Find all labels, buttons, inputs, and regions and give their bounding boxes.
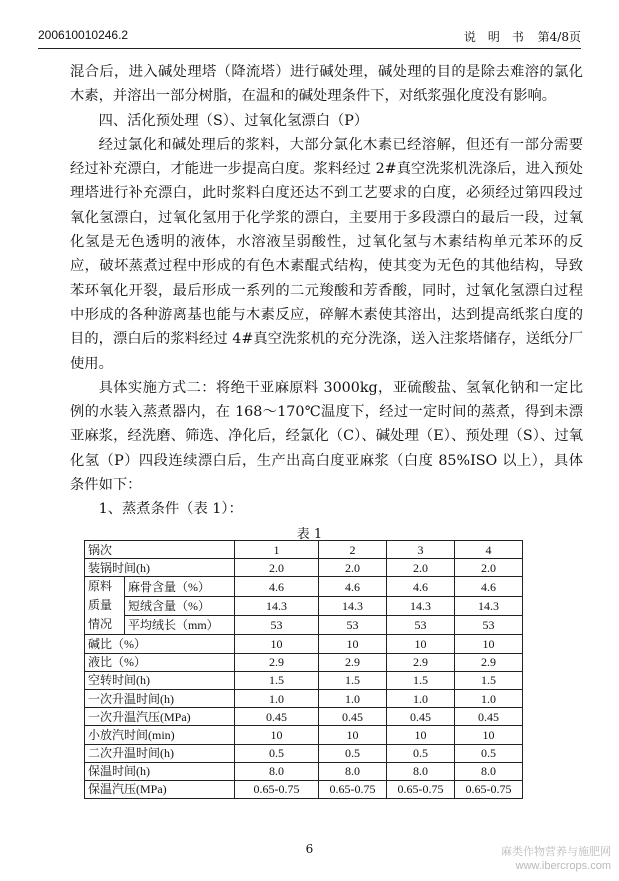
table-cell: 10 <box>235 726 319 744</box>
table-cell: 1.0 <box>319 689 387 707</box>
table-row <box>85 635 523 653</box>
table-cell: 4.6 <box>235 577 319 596</box>
table-cell: 53 <box>235 616 319 635</box>
table-cell: 53 <box>387 616 455 635</box>
table-cell: 53 <box>455 616 523 635</box>
table-cell: 4.6 <box>455 577 523 596</box>
group-label-line: 质量 <box>88 598 113 613</box>
table-cell: 2.9 <box>387 653 455 671</box>
table-cell: 10 <box>455 635 523 653</box>
row-label: 液比（%） <box>85 653 235 671</box>
table-cell: 2.0 <box>455 559 523 577</box>
table-row <box>85 762 523 780</box>
table-cell: 14.3 <box>319 596 387 615</box>
table-cell: 1.5 <box>319 671 387 689</box>
table-cell: 2.9 <box>319 653 387 671</box>
table-cell: 10 <box>455 726 523 744</box>
table-row <box>85 744 523 762</box>
table-cell: 8.0 <box>455 762 523 780</box>
table-caption: 表 1 <box>296 527 323 542</box>
table-cell: 8.0 <box>235 762 319 780</box>
table-cell: 0.65-0.75 <box>387 780 455 798</box>
table-row <box>85 780 523 798</box>
header-label: 说 明 书 <box>463 30 524 44</box>
table-cell: 2.9 <box>235 653 319 671</box>
row-label: 保温时间(h) <box>85 762 235 780</box>
table-cell: 1.0 <box>387 689 455 707</box>
table-cell: 53 <box>319 616 387 635</box>
table-row <box>85 577 523 596</box>
header-page: 第4/8页 <box>537 30 581 44</box>
table-cell: 1.5 <box>235 671 319 689</box>
row-label: 一次升温汽压(MPa) <box>85 708 235 726</box>
table-row <box>85 653 523 671</box>
row-label: 碱比（%） <box>85 635 235 653</box>
row-label: 短绒含量（%） <box>125 596 235 615</box>
watermark <box>501 845 611 873</box>
table-row <box>85 671 523 689</box>
table-cell: 1.0 <box>235 689 319 707</box>
table-cell: 1.0 <box>455 689 523 707</box>
table-cell: 0.65-0.75 <box>319 780 387 798</box>
table-cell: 0.45 <box>387 708 455 726</box>
table-cell: 10 <box>235 635 319 653</box>
row-label: 麻骨含量（%） <box>125 577 235 596</box>
group-label-raw-material <box>85 577 125 635</box>
table-cell: 2.9 <box>455 653 523 671</box>
table-cell: 14.3 <box>387 596 455 615</box>
table-row <box>85 708 523 726</box>
page-header <box>38 26 581 49</box>
table-header-cell: 锅次 <box>85 541 235 559</box>
row-label: 装锅时间(h) <box>85 559 235 577</box>
table-header-cell: 1 <box>235 541 319 559</box>
table-cell: 10 <box>387 726 455 744</box>
table-cell: 2.0 <box>235 559 319 577</box>
paragraph-bleaching: 经过氯化和碱处理后的浆料，大部分氯化木素已经溶解，但还有一部分需要经过补充漂白，才能进一步提高白度。浆料经过 2#真空洗浆机洗涤后，进入预处理塔进行补充漂白，此时浆料白度还达不到工艺要求的白度，必须经过第四段过氧化氢漂白，过氧化氢用于化学浆的漂白，主要用于多段漂白的最后一段，过氧化氢是无色透明的液体，水溶液呈弱酸性，过氧化氢与木素结构单元苯环的反应，破坏蒸煮过程中形成的有色木素醌式结构，使其变为无色的其他结构，导致苯环氧化开裂，最后形成一系列的二元羧酸和芳香酸，同时，过氧化氢漂白过程中形成的各种游离基也能与木素反应，碎解木素使其溶出，达到提高纸浆白度的目的，漂白后的浆料经过 4#真空洗浆机的充分洗涤，送入注浆塔储存，送纸分厂使用。 <box>70 136 583 372</box>
watermark-url: www.ibercrops.com <box>515 860 611 872</box>
table-cell: 0.45 <box>319 708 387 726</box>
table-row <box>85 689 523 707</box>
table-cell: 4.6 <box>319 577 387 596</box>
table-row <box>85 596 523 615</box>
table-cell: 10 <box>319 726 387 744</box>
page-number: 6 <box>305 842 314 856</box>
group-label-line: 原料 <box>88 579 113 594</box>
table-cell: 0.5 <box>387 744 455 762</box>
table-cell: 1.5 <box>387 671 455 689</box>
watermark-site-name: 麻类作物营养与施肥网 <box>501 846 611 858</box>
table-header-cell: 4 <box>455 541 523 559</box>
table-cell: 2.0 <box>387 559 455 577</box>
paragraph-continuation: 混合后，进入碱处理塔（降流塔）进行碱处理，碱处理的目的是除去难溶的氯化木素，并溶出一部分树脂，在温和的碱处理条件下，对纸浆强化度没有影响。 <box>70 64 583 105</box>
table-cell: 8.0 <box>319 762 387 780</box>
table-cell: 0.45 <box>455 708 523 726</box>
row-label: 二次升温时间(h) <box>85 744 235 762</box>
row-label: 保温汽压(MPa) <box>85 780 235 798</box>
table-header-cell: 3 <box>387 541 455 559</box>
header-right <box>454 28 581 45</box>
cooking-conditions-table <box>84 540 523 799</box>
table-cell: 0.65-0.75 <box>235 780 319 798</box>
table-cell: 4.6 <box>387 577 455 596</box>
table-cell: 10 <box>319 635 387 653</box>
row-label: 小放汽时间(min) <box>85 726 235 744</box>
table-cell: 0.5 <box>455 744 523 762</box>
table-cell: 14.3 <box>235 596 319 615</box>
document-id: 200610010246.2 <box>38 28 129 42</box>
table-row <box>85 616 523 635</box>
paragraph-embodiment-2: 具体实施方式二：将绝干亚麻原料 3000kg，亚硫酸盐、氢氧化钠和一定比例的水装入蒸煮器内，在 168～170℃温度下，经过一定时间的蒸煮，得到未漂亚麻浆，经洗磨、筛选、净化后，经氯化（C）、碱处理（E）、预处理（S）、过氧化氢（P）四段连续漂白后，生产出高白度亚麻浆（白度 85%ISO 以上），具体条件如下： <box>70 379 583 494</box>
table-cell: 0.65-0.75 <box>455 780 523 798</box>
table-cell: 2.0 <box>319 559 387 577</box>
table-cell: 1.5 <box>455 671 523 689</box>
table-cell: 10 <box>387 635 455 653</box>
table-cell: 8.0 <box>387 762 455 780</box>
table-cell: 14.3 <box>455 596 523 615</box>
section-heading-4: 四、活化预处理（S）、过氧化氢漂白（P） <box>98 112 369 129</box>
table-header-cell: 2 <box>319 541 387 559</box>
row-label: 一次升温时间(h) <box>85 689 235 707</box>
group-label-line: 情况 <box>88 617 113 632</box>
table-cell: 0.5 <box>235 744 319 762</box>
row-label: 平均绒长（mm） <box>125 616 235 635</box>
row-label: 空转时间(h) <box>85 671 235 689</box>
table-cell: 0.5 <box>319 744 387 762</box>
table-header-row <box>85 541 523 559</box>
table-row <box>85 726 523 744</box>
body-text <box>70 60 583 522</box>
table-cell: 0.45 <box>235 708 319 726</box>
table-row <box>85 559 523 577</box>
paragraph-cooking-conditions: 1、蒸煮条件（表 1）： <box>98 501 243 518</box>
